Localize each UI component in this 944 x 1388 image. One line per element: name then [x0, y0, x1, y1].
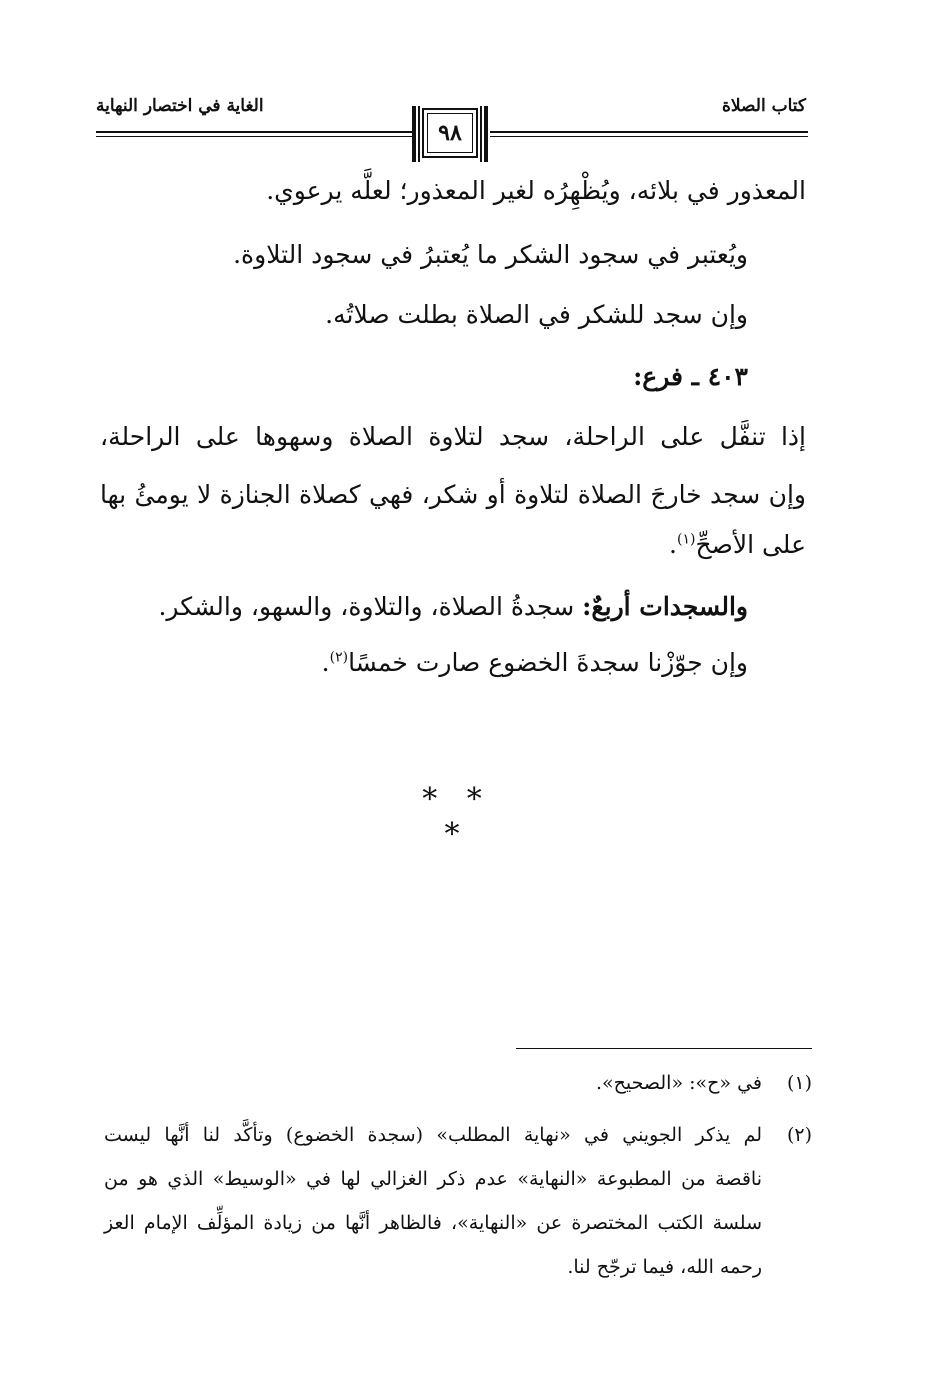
footnote-text: في «ح»: «الصحيح». — [595, 1072, 762, 1094]
footnote-number: (٢) — [786, 1124, 812, 1146]
text-fragment: سجدةُ الصلاة، والتلاوة، والسهو، والشكر. — [158, 592, 583, 621]
text-fragment: . — [321, 648, 330, 677]
text-line: وإن سجد خارجَ الصلاة لتلاوة أو شكر، فهي كصلاة الجنازة لا يومئُ بها — [100, 480, 806, 509]
page-number-ornament-right-thin — [480, 106, 482, 162]
text-line — [158, 592, 748, 621]
text-line: ويُعتبر في سجود الشكر ما يُعتبرُ في سجود التلاوة. — [233, 240, 748, 269]
footnote-reference: (١) — [676, 531, 696, 548]
footnote-text: ناقصة من المطبوعة «النهاية» عدم ذكر الغزالي لها في «الوسيط» الذي هو من — [104, 1168, 762, 1190]
footnote-reference: (٢) — [329, 649, 349, 666]
page-number: ٩٨ — [438, 120, 462, 146]
footnote-text: لم يذكر الجويني في «نهاية المطلب» (سجدة الخضوع) وتأكَّد لنا أنَّها ليست — [104, 1124, 762, 1146]
page-number-ornament-left — [412, 106, 416, 162]
bold-term: والسجدات أربعٌ: — [582, 592, 748, 621]
footnote-text: رحمه الله، فيما ترجّح لنا. — [567, 1256, 762, 1278]
section-heading: ٤٠٣ ـ فرع: — [633, 362, 748, 391]
header-rule-right — [490, 131, 808, 133]
text-fragment: . — [669, 530, 677, 559]
section-separator: * * * — [422, 782, 492, 852]
running-header-book-title: الغاية في اختصار النهاية — [96, 96, 264, 116]
text-fragment: على الأصحِّ — [695, 530, 806, 559]
footnote-text: سلسة الكتب المختصرة عن «النهاية»، فالظاهر أنَّها من زيادة المؤلِّف الإمام العز — [104, 1212, 762, 1234]
footnote-rule — [516, 1048, 812, 1049]
page-number-box — [412, 106, 490, 162]
page-number-ornament-right — [484, 106, 488, 162]
text-fragment: وإن جوّزْنا سجدةَ الخضوع صارت خمسًا — [348, 648, 748, 677]
text-line — [669, 530, 806, 559]
header-rule-right-thin — [490, 136, 808, 137]
header-rule-left — [96, 131, 412, 133]
text-line: المعذور في بلائه، ويُظْهِرُه لغير المعذور؛ لعلَّه يرعوي. — [266, 176, 806, 205]
running-header-chapter: كتاب الصلاة — [721, 96, 806, 116]
text-line — [322, 648, 748, 677]
footnote-number: (١) — [786, 1072, 812, 1094]
text-line: وإن سجد للشكر في الصلاة بطلت صلاتُه. — [325, 300, 748, 329]
text-line: إذا تنفَّل على الراحلة، سجد لتلاوة الصلاة وسهوها على الراحلة، — [100, 422, 806, 451]
header-rule-left-thin — [96, 136, 412, 137]
page-number-ornament-left-thin — [418, 106, 420, 162]
